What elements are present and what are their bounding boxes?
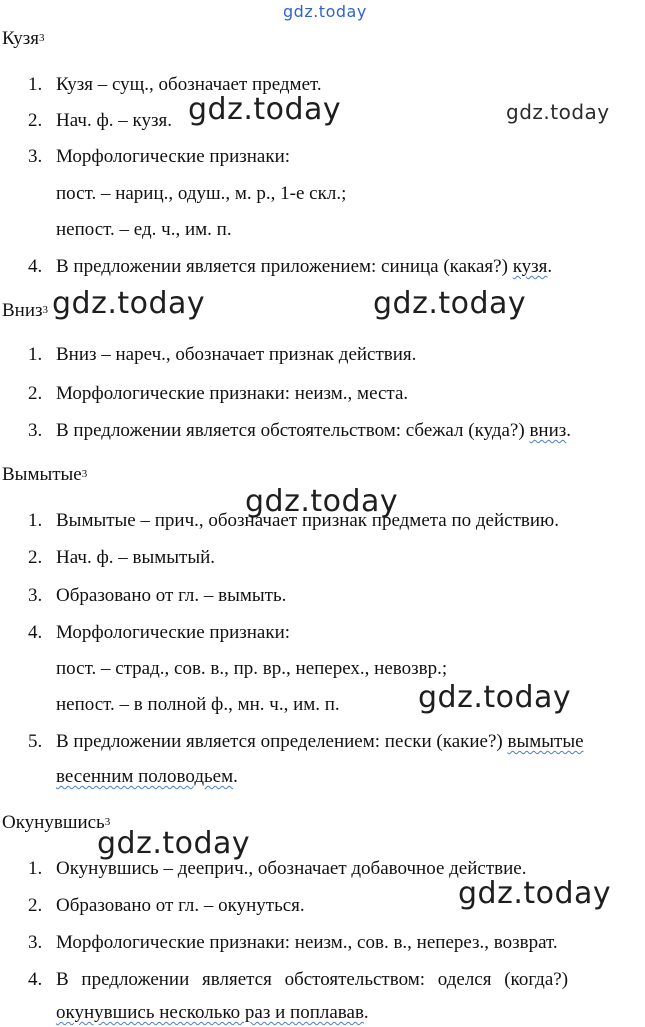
item-text: Морфологические признаки: [56, 622, 291, 643]
item-number: 1. [28, 510, 43, 531]
item-text: Вымытые – прич., обозначает признак предмета по действию. [56, 510, 559, 531]
item-text: непост. – в полной ф., мн. ч., им. п. [56, 694, 340, 715]
watermark: gdz.today [52, 286, 206, 321]
underlined-word: вниз [529, 420, 567, 441]
item-number: 3. [28, 585, 43, 606]
watermark: gdz.today [245, 484, 399, 519]
item-number: 3. [28, 420, 43, 441]
item-number: 1. [28, 74, 43, 95]
item-number: 1. [28, 344, 43, 365]
item-text-plain: В предложении является обстоятельством: сбежал (куда?) [56, 420, 525, 441]
section-heading-vymytye [2, 464, 87, 486]
item-text [56, 766, 238, 788]
item-text: Вниз – нареч., обозначает признак действия. [56, 344, 417, 365]
watermark: gdz.today [418, 680, 572, 715]
section-heading-okunuvshis [2, 812, 110, 834]
heading-text: Вниз [2, 300, 43, 321]
item-text-plain: В предложении является определением: пески (какие?) [56, 731, 503, 752]
item-number: 2. [28, 547, 43, 568]
section-heading-vniz [2, 300, 48, 322]
item-number: 4. [28, 256, 43, 277]
item-text: пост. – нариц., одуш., м. р., 1-е скл.; [56, 183, 347, 204]
section-heading-kuzya [2, 28, 45, 50]
item-text: Кузя – сущ., обозначает предмет. [56, 74, 322, 95]
item-text: Нач. ф. – кузя. [56, 110, 172, 131]
item-punct: . [547, 256, 553, 277]
item-text [56, 1002, 369, 1024]
item-number: 4. [28, 622, 43, 643]
underlined-word: вымытые [507, 731, 584, 752]
footnote-mark: 3 [104, 816, 111, 828]
item-number: 4. [28, 969, 43, 990]
footnote-mark: 3 [39, 32, 45, 44]
footnote-mark: 3 [81, 468, 88, 480]
item-text: Окунувшись – дееприч., обозначает добавочное действие. [56, 858, 527, 879]
item-number: 1. [28, 858, 43, 879]
watermark: gdz.today [97, 826, 251, 861]
watermark: gdz.today [458, 876, 612, 911]
item-text [56, 256, 552, 278]
item-text: непост. – ед. ч., им. п. [56, 219, 232, 240]
item-number: 2. [28, 895, 43, 916]
item-text [56, 420, 571, 442]
watermark: gdz.today [283, 2, 367, 21]
item-number: 2. [28, 110, 43, 131]
heading-text: Кузя [2, 28, 39, 49]
item-number: 3. [28, 932, 43, 953]
watermark: gdz.today [188, 92, 342, 127]
item-text [56, 731, 584, 753]
item-number: 3. [28, 146, 43, 167]
watermark: gdz.today [506, 100, 610, 124]
item-text: Образовано от гл. – вымыть. [56, 585, 287, 606]
watermark: gdz.today [373, 286, 527, 321]
item-text: В предложении является обстоятельством: оделся (когда?) [56, 969, 569, 990]
footnote-mark: 3 [42, 304, 49, 316]
underlined-phrase: весенним половодьем [56, 766, 234, 787]
item-number: 5. [28, 731, 43, 752]
item-text: Морфологические признаки: неизм., сов. в., неперез., возврат. [56, 932, 558, 953]
item-text: Морфологические признаки: [56, 146, 291, 167]
heading-text: Окунувшись [2, 812, 105, 833]
underlined-phrase: окунувшись несколько раз и поплавав [56, 1002, 364, 1023]
item-text: пост. – страд., сов. в., пр. вр., неперех., невозвр.; [56, 658, 448, 679]
item-punct: . [233, 766, 238, 787]
item-punct: . [566, 420, 572, 441]
heading-text: Вымытые [2, 464, 82, 485]
item-text: Морфологические признаки: неизм., места. [56, 383, 409, 404]
underlined-word: кузя [512, 256, 548, 277]
item-text: Нач. ф. – вымытый. [56, 547, 216, 568]
item-number: 2. [28, 383, 43, 404]
item-punct: . [363, 1002, 369, 1023]
item-text-plain: В предложении является приложением: синица (какая?) [56, 256, 508, 277]
item-text: Образовано от гл. – окунуться. [56, 895, 305, 916]
